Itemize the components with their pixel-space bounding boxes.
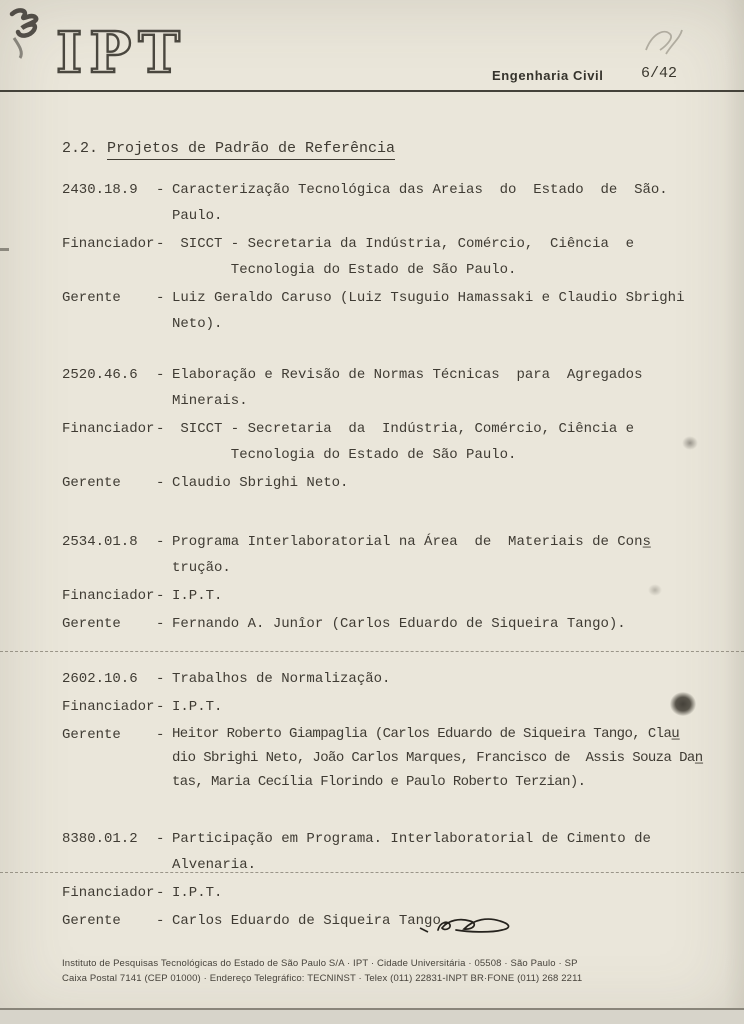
project-title (172, 529, 720, 581)
text-line: dio Sbrighi Neto, João Carlos Marques, Francisco de Assis Souza Dan̲ (172, 750, 703, 766)
gerente-label: Gerente (62, 913, 121, 929)
dashed-separator (0, 872, 744, 873)
footer-line: Instituto de Pesquisas Tecnológicas do Estado de São Paulo S/A · IPT · Cidade Universitária · 05508 · São Paulo · SP (62, 958, 578, 969)
project-title-row (62, 177, 720, 229)
financiador-label: Financiador (62, 885, 155, 901)
section-heading (62, 136, 395, 162)
project-block (62, 362, 720, 496)
financiador-row (62, 416, 720, 468)
project-block (62, 177, 720, 337)
financiador-value (172, 694, 720, 720)
dash: - (156, 831, 165, 847)
project-title-row (62, 529, 720, 581)
financiador-label: Financiador (62, 421, 155, 437)
financiador-row (62, 583, 720, 609)
project-code: 2534.01.8 (62, 534, 138, 550)
dash: - (156, 616, 165, 632)
dash: - (156, 421, 165, 437)
dash: - (156, 367, 165, 383)
financiador-row (62, 694, 720, 720)
financiador-value (172, 231, 720, 283)
financiador-row (62, 880, 720, 906)
financiador-row (62, 231, 720, 283)
ipt-logo (54, 24, 194, 87)
project-title (172, 666, 720, 692)
gerente-row (62, 908, 720, 934)
letterhead-footer (62, 956, 724, 986)
project-code: 8380.01.2 (62, 831, 138, 847)
header-rule (0, 90, 744, 92)
text-line: Carlos Eduardo de Siqueira Tango. (172, 913, 450, 929)
dash: - (156, 885, 165, 901)
project-code: 2602.10.6 (62, 671, 138, 687)
dash: - (156, 534, 165, 550)
section-number: 2.2. (62, 140, 108, 157)
text-line: Elaboração e Revisão de Normas Técnicas para Agregados (172, 367, 643, 383)
ink-blot-artifact (670, 692, 696, 716)
project-code: 2430.18.9 (62, 182, 138, 198)
text-line: I.P.T. (172, 588, 223, 604)
financiador-label: Financiador (62, 699, 155, 715)
gerente-row (62, 470, 720, 496)
page-number: 6/42 (641, 65, 678, 82)
ipt-logo-text: IPT (56, 24, 187, 82)
gerente-label: Gerente (62, 616, 121, 632)
text-line: Trabalhos de Normalização. (172, 671, 391, 687)
dash: - (156, 671, 165, 687)
dash: - (156, 182, 165, 198)
financiador-value (172, 416, 720, 468)
text-line: SICCT - Secretaria da Indústria, Comércio, Ciência e (172, 236, 635, 252)
text-line: I.P.T. (172, 885, 223, 901)
dash: - (156, 913, 165, 929)
text-line: Tecnologia do Estado de São Paulo. (172, 447, 517, 463)
project-code: 2520.46.6 (62, 367, 138, 383)
text-line: SICCT - Secretaria da Indústria, Comércio, Ciência e (172, 421, 635, 437)
text-line: Heitor Roberto Giampaglia (Carlos Eduardo de Siqueira Tango, Clau̲ (172, 726, 680, 742)
gerente-label: Gerente (62, 290, 121, 306)
project-block (62, 666, 720, 794)
project-block (62, 826, 720, 934)
financiador-label: Financiador (62, 588, 155, 604)
text-line: Tecnologia do Estado de São Paulo. (172, 262, 517, 278)
gerente-value (172, 470, 720, 496)
text-line: Alvenaria. (172, 857, 257, 873)
project-title (172, 362, 720, 414)
pencil-mark-artifact (636, 20, 686, 62)
financiador-value (172, 880, 720, 906)
page-bottom-edge (0, 1008, 744, 1024)
project-block (62, 529, 720, 637)
smudge-artifact (682, 436, 698, 450)
gerente-value (172, 285, 720, 337)
project-title-row (62, 362, 720, 414)
gerente-row (62, 285, 720, 337)
dash: - (156, 475, 165, 491)
gerente-value (172, 722, 720, 794)
dash: - (156, 699, 165, 715)
text-line: trução. (172, 560, 231, 576)
project-title-row (62, 666, 720, 692)
page-edge-shading (724, 0, 744, 1024)
text-line: I.P.T. (172, 699, 223, 715)
dash: - (156, 236, 165, 252)
text-line: Programa Interlaboratorial na Área de Materiais de Cons̲ (172, 534, 651, 550)
financiador-value (172, 583, 720, 609)
project-title (172, 177, 720, 229)
gerente-row (62, 611, 720, 637)
text-line: Paulo. (172, 208, 223, 224)
gerente-row (62, 722, 720, 794)
text-line: Caracterização Tecnológica das Areias do Estado de São. (172, 182, 668, 198)
text-line: Minerais. (172, 393, 248, 409)
text-line: Fernando A. Junîor (Carlos Eduardo de Siqueira Tango). (172, 616, 626, 632)
text-line: Neto). (172, 316, 223, 332)
edge-mark-artifact (0, 248, 9, 251)
footer-line: Caixa Postal 7141 (CEP 01000) · Endereço Telegráfico: TECNINST · Telex (011) 22831-INPT BR·FONE (011) 268 2211 (62, 973, 583, 984)
gerente-value (172, 611, 720, 637)
text-line: Claudio Sbrighi Neto. (172, 475, 349, 491)
text-line: Participação em Programa. Interlaboratorial de Cimento de (172, 831, 651, 847)
dash: - (156, 290, 165, 306)
dash: - (156, 588, 165, 604)
text-line: tas, Maria Cecília Florindo e Paulo Roberto Terzian). (172, 774, 586, 790)
text-line: Luiz Geraldo Caruso (Luiz Tsuguio Hamassaki e Claudio Sbrighi (172, 290, 685, 306)
smudge-artifact (648, 584, 662, 596)
financiador-label: Financiador (62, 236, 155, 252)
project-title-row (62, 826, 720, 878)
department-label: Engenharia Civil (492, 68, 604, 83)
gerente-label: Gerente (62, 727, 121, 743)
dash: - (156, 727, 165, 743)
dashed-separator (0, 651, 744, 652)
handwritten-signature (416, 910, 526, 942)
project-title (172, 826, 720, 878)
section-title: Projetos de Padrão de Referência (107, 140, 395, 160)
gerente-label: Gerente (62, 475, 121, 491)
